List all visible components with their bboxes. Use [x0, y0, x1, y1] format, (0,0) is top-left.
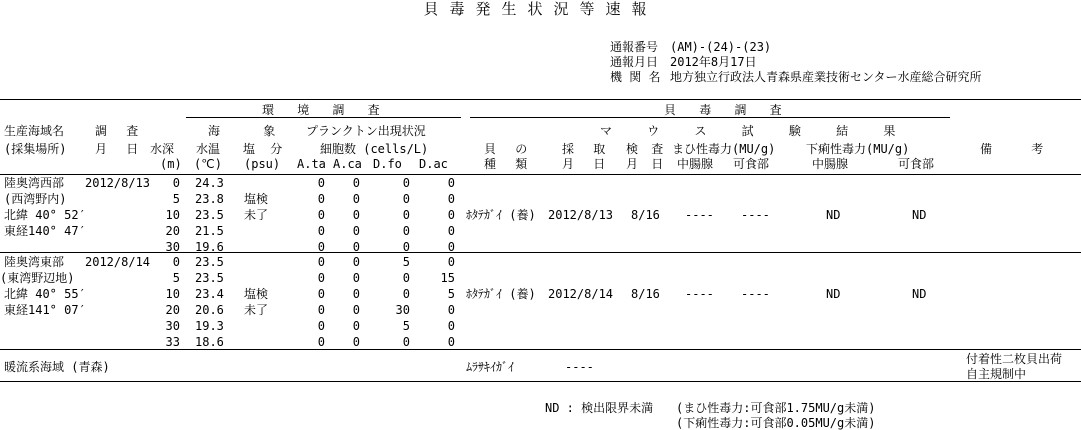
temp-value: 24.3 — [195, 176, 224, 190]
a-ca-value: 0 — [352, 240, 360, 254]
d-fo-value: 0 — [402, 208, 410, 222]
depth-value: 20 — [165, 224, 180, 238]
d-ac-value: 0 — [447, 319, 455, 333]
psp-midgut-value: ---- — [685, 208, 714, 222]
salinity-value: 塩検 — [244, 192, 269, 206]
dsp-midgut-heading: 中腸腺 — [812, 157, 849, 171]
station-name: 陸奥湾西部 — [4, 176, 65, 190]
ocean-heading: 海 象 — [208, 124, 294, 138]
remark-line-1: 付着性二枚貝出荷 — [966, 352, 1063, 366]
cell-count-heading: 細胞数 (cells/L) — [320, 142, 429, 156]
d-ac-value: 0 — [447, 240, 455, 254]
temp-value: 23.4 — [195, 287, 224, 301]
a-ta-value: 0 — [317, 287, 325, 301]
a-ca-value: 0 — [352, 319, 360, 333]
inspect-date: 8/16 — [631, 287, 660, 301]
nd-definition: ND : 検出限界未満 — [545, 401, 654, 415]
dsp-heading: 下痢性毒力(MU/g) — [806, 142, 910, 156]
temp-value: 19.6 — [195, 240, 224, 254]
d-fo-value: 0 — [402, 335, 410, 349]
remarks-heading: 備 考 — [980, 142, 1060, 156]
organization: 地方独立行政法人青森県産業技術センター水産総合研究所 — [670, 70, 982, 84]
a-ta-value: 0 — [317, 224, 325, 238]
a-ta-value: 0 — [317, 271, 325, 285]
psp-edible-value: ---- — [741, 287, 770, 301]
d-ac-value: 0 — [447, 303, 455, 317]
inspect-md-heading: 月 日 — [626, 157, 667, 171]
d-fo-value: 0 — [402, 271, 410, 285]
depth-unit: (m) — [160, 157, 182, 171]
survey-date: 2012/8/14 — [85, 255, 151, 269]
station-name: 陸奥湾東部 — [4, 255, 65, 269]
sampling-place-heading: (採集場所) — [4, 142, 67, 156]
table-bottom-rule — [0, 381, 1081, 382]
salinity-heading: 塩 分 — [243, 142, 287, 156]
report-title: 貝毒発生状況等速報 — [423, 0, 658, 18]
nd-psp-threshold: (まひ性毒力:可食部1.75MU/g未満) — [676, 401, 876, 415]
salinity-value: 未了 — [244, 303, 269, 317]
d-ac-value: 0 — [447, 335, 455, 349]
report-number-label: 通報番号 — [610, 40, 659, 54]
salinity-value: 塩検 — [244, 287, 269, 301]
water-temp-heading: 水温 — [196, 142, 221, 156]
species-a-ca: A.ca — [333, 157, 362, 171]
sampling-md-heading: 月 日 — [562, 157, 612, 171]
species-d-fo: D.fo — [373, 157, 402, 171]
temp-value: 23.8 — [195, 192, 224, 206]
dsp-edible-value: ND — [912, 208, 927, 222]
temp-value: 23.5 — [195, 255, 224, 269]
psp-heading: まひ性毒力(MU/g) — [672, 142, 776, 156]
sample-date: 2012/8/14 — [548, 287, 614, 301]
depth-value: 0 — [172, 176, 180, 190]
report-date: 2012年8月17日 — [670, 55, 757, 69]
a-ta-value: 0 — [317, 335, 325, 349]
shellfish-heading: 貝 の — [484, 142, 534, 156]
species-a-ta: A.ta — [297, 157, 326, 171]
warm-value: ---- — [565, 360, 594, 374]
a-ta-value: 0 — [317, 255, 325, 269]
depth-value: 10 — [165, 208, 180, 222]
report-number: (AM)-(24)-(23) — [670, 40, 772, 54]
survey-date: 2012/8/13 — [85, 176, 151, 190]
d-ac-value: 0 — [447, 255, 455, 269]
temp-value: 19.3 — [195, 319, 224, 333]
species-d-ac: D.ac — [419, 157, 448, 171]
depth-value: 33 — [165, 335, 180, 349]
dsp-midgut-value: ND — [826, 208, 841, 222]
temp-value: 23.5 — [195, 271, 224, 285]
dsp-edible-value: ND — [912, 287, 927, 301]
depth-value: 5 — [172, 192, 180, 206]
dsp-edible-heading: 可食部 — [898, 157, 935, 171]
dsp-midgut-value: ND — [826, 287, 841, 301]
a-ta-value: 0 — [317, 303, 325, 317]
d-fo-value: 5 — [402, 255, 410, 269]
mouse-test-heading: マ ウ ス 試 験 結 果 — [600, 124, 910, 138]
depth-heading: 水深 — [150, 142, 175, 156]
sample-date: 2012/8/13 — [548, 208, 614, 222]
temp-value: 21.5 — [195, 224, 224, 238]
a-ta-value: 0 — [317, 240, 325, 254]
inspect-date: 8/16 — [631, 208, 660, 222]
d-fo-value: 30 — [395, 303, 410, 317]
month-day-heading: 月 日 — [95, 142, 145, 156]
temp-value: 23.5 — [195, 208, 224, 222]
depth-value: 10 — [165, 287, 180, 301]
depth-value: 20 — [165, 303, 180, 317]
d-fo-value: 0 — [402, 287, 410, 301]
d-fo-value: 0 — [402, 240, 410, 254]
remark-line-2: 自主規制中 — [966, 367, 1027, 381]
d-fo-value: 5 — [402, 319, 410, 333]
a-ca-value: 0 — [352, 224, 360, 238]
station-latitude: 北緯 40° 52′ — [4, 208, 86, 222]
sampling-heading: 採 取 — [562, 142, 612, 156]
d-ac-value: 0 — [447, 224, 455, 238]
a-ca-value: 0 — [352, 255, 360, 269]
depth-value: 30 — [165, 319, 180, 333]
shellfish-name: ﾎﾀﾃｶﾞｲ (養) — [466, 208, 536, 222]
nd-dsp-threshold: (下痢性毒力:可食部0.05MU/g未満) — [676, 416, 876, 430]
temp-value: 18.6 — [195, 335, 224, 349]
psp-midgut-heading: 中腸腺 — [677, 157, 714, 171]
d-ac-value: 5 — [447, 287, 455, 301]
inspect-heading: 検 査 — [626, 142, 667, 156]
depth-value: 5 — [172, 271, 180, 285]
report-date-label: 通報月日 — [610, 55, 659, 69]
a-ca-value: 0 — [352, 335, 360, 349]
toxin-survey-rule — [470, 117, 950, 118]
a-ca-value: 0 — [352, 271, 360, 285]
d-ac-value: 15 — [440, 271, 455, 285]
d-fo-value: 0 — [402, 192, 410, 206]
warm-area-name: 暖流系海域 (青森) — [4, 360, 110, 374]
area-name-heading: 生産海域名 — [4, 124, 65, 138]
a-ca-value: 0 — [352, 208, 360, 222]
psp-edible-value: ---- — [741, 208, 770, 222]
shellfish-name: ﾎﾀﾃｶﾞｲ (養) — [466, 287, 536, 301]
d-ac-value: 0 — [447, 208, 455, 222]
a-ca-value: 0 — [352, 287, 360, 301]
a-ca-value: 0 — [352, 176, 360, 190]
env-survey-heading: 環 境 調 査 — [262, 103, 388, 117]
a-ta-value: 0 — [317, 192, 325, 206]
depth-value: 30 — [165, 240, 180, 254]
toxin-survey-heading: 貝 毒 調 査 — [664, 103, 790, 117]
temp-value: 20.6 — [195, 303, 224, 317]
a-ta-value: 0 — [317, 176, 325, 190]
station-longitude: 東経141° 07′ — [4, 303, 86, 317]
station-place: (東湾野辺地) — [0, 271, 75, 285]
temp-unit: (℃) — [194, 157, 222, 171]
d-ac-value: 0 — [447, 176, 455, 190]
station-latitude: 北緯 40° 55′ — [4, 287, 86, 301]
table-top-rule — [0, 99, 1081, 100]
psp-edible-heading: 可食部 — [733, 157, 770, 171]
a-ca-value: 0 — [352, 303, 360, 317]
d-ac-value: 0 — [447, 192, 455, 206]
organization-label: 機 関 名 — [610, 70, 661, 84]
survey-date-heading: 調 査 — [95, 124, 145, 138]
a-ta-value: 0 — [317, 319, 325, 333]
a-ca-value: 0 — [352, 192, 360, 206]
station-place: (西湾野内) — [4, 192, 67, 206]
header-bottom-rule — [0, 174, 1081, 175]
salinity-unit: (psu) — [244, 157, 281, 171]
station-divider-rule — [0, 349, 1081, 350]
salinity-value: 未了 — [244, 208, 269, 222]
env-survey-rule — [186, 117, 461, 118]
station-longitude: 東経140° 47′ — [4, 224, 86, 238]
psp-midgut-value: ---- — [685, 287, 714, 301]
d-fo-value: 0 — [402, 176, 410, 190]
shellfish-name: ﾑﾗｻｷｲｶﾞｲ — [466, 360, 515, 374]
a-ta-value: 0 — [317, 208, 325, 222]
d-fo-value: 0 — [402, 224, 410, 238]
shellfish-kind-heading: 種 類 — [484, 157, 534, 171]
plankton-heading: プランクトン出現状況 — [306, 124, 426, 138]
depth-value: 0 — [172, 255, 180, 269]
